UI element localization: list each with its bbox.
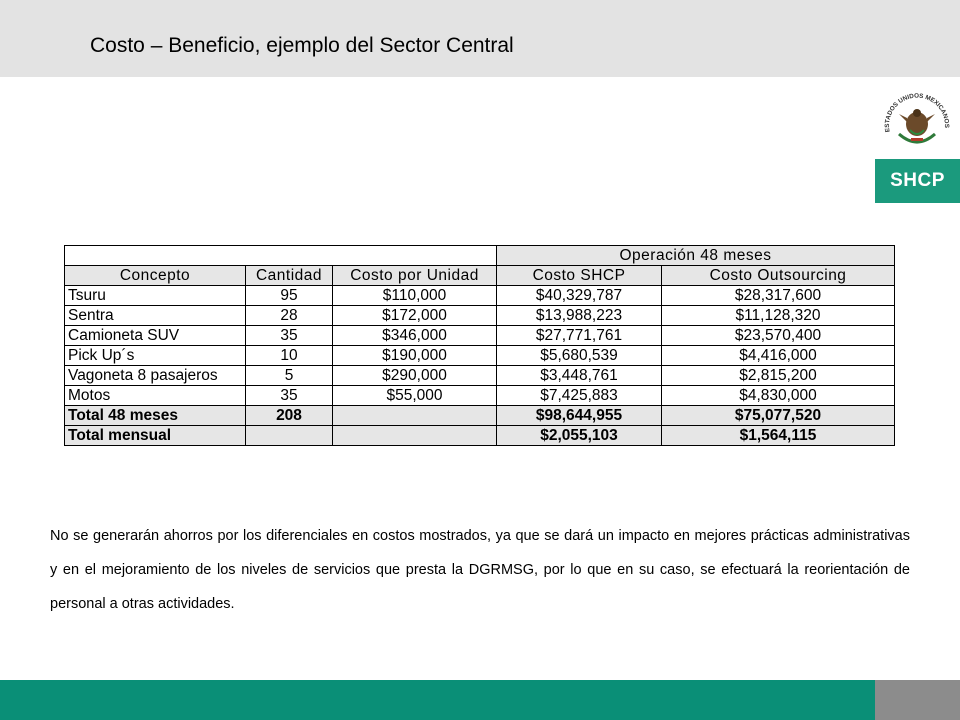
cell-concepto: Vagoneta 8 pasajeros <box>65 366 246 386</box>
total-48-cantidad: 208 <box>246 406 333 426</box>
cell-costo-shcp: $7,425,883 <box>497 386 662 406</box>
shcp-logo: SHCP <box>875 159 960 203</box>
column-header-cantidad: Cantidad <box>246 266 333 286</box>
cell-costo-shcp: $13,988,223 <box>497 306 662 326</box>
table-row <box>65 386 895 406</box>
cell-costo-outsourcing: $28,317,600 <box>662 286 895 306</box>
cell-costo-shcp: $3,448,761 <box>497 366 662 386</box>
total-48-costo-shcp: $98,644,955 <box>497 406 662 426</box>
table-total-48-row <box>65 406 895 426</box>
column-header-costo-unidad: Costo por Unidad <box>333 266 497 286</box>
table-row <box>65 366 895 386</box>
cell-costo-outsourcing: $4,416,000 <box>662 346 895 366</box>
footer-band <box>0 680 875 720</box>
cell-costo-outsourcing: $2,815,200 <box>662 366 895 386</box>
table-blank-corner <box>65 246 497 266</box>
cell-costo-unidad: $172,000 <box>333 306 497 326</box>
total-mensual-costo-unidad <box>333 426 497 446</box>
total-48-costo-unidad <box>333 406 497 426</box>
table-row <box>65 326 895 346</box>
total-48-label: Total 48 meses <box>65 406 246 426</box>
group-header-operacion: Operación 48 meses <box>497 246 895 266</box>
footer-gray-block <box>875 680 960 720</box>
slide-title: Costo – Beneficio, ejemplo del Sector Central <box>90 34 514 57</box>
cell-concepto: Pick Up´s <box>65 346 246 366</box>
cell-costo-unidad: $55,000 <box>333 386 497 406</box>
table-row <box>65 306 895 326</box>
cell-costo-unidad: $190,000 <box>333 346 497 366</box>
cell-cantidad: 5 <box>246 366 333 386</box>
total-48-costo-outsourcing: $75,077,520 <box>662 406 895 426</box>
seal-text: ESTADOS UNIDOS MEXICANOS <box>883 92 951 133</box>
cell-costo-shcp: $27,771,761 <box>497 326 662 346</box>
cell-cantidad: 28 <box>246 306 333 326</box>
cell-concepto: Camioneta SUV <box>65 326 246 346</box>
cell-cantidad: 35 <box>246 386 333 406</box>
cell-costo-shcp: $40,329,787 <box>497 286 662 306</box>
total-mensual-costo-shcp: $2,055,103 <box>497 426 662 446</box>
cell-costo-shcp: $5,680,539 <box>497 346 662 366</box>
header-band-right <box>875 0 960 77</box>
total-mensual-cantidad <box>246 426 333 446</box>
column-header-costo-shcp: Costo SHCP <box>497 266 662 286</box>
cell-costo-outsourcing: $4,830,000 <box>662 386 895 406</box>
cell-cantidad: 95 <box>246 286 333 306</box>
cell-costo-outsourcing: $23,570,400 <box>662 326 895 346</box>
table-row <box>65 346 895 366</box>
cell-costo-unidad: $346,000 <box>333 326 497 346</box>
table-total-mensual-row <box>65 426 895 446</box>
mexican-seal-icon <box>877 84 957 156</box>
cost-benefit-table <box>64 245 895 446</box>
cell-cantidad: 35 <box>246 326 333 346</box>
column-header-costo-outsourcing: Costo Outsourcing <box>662 266 895 286</box>
cell-costo-unidad: $290,000 <box>333 366 497 386</box>
cell-costo-unidad: $110,000 <box>333 286 497 306</box>
table-group-header-row <box>65 246 895 266</box>
cost-table-container <box>64 245 895 446</box>
cell-concepto: Motos <box>65 386 246 406</box>
column-header-concepto: Concepto <box>65 266 246 286</box>
total-mensual-costo-outsourcing: $1,564,115 <box>662 426 895 446</box>
table-row <box>65 286 895 306</box>
note-paragraph: No se generarán ahorros por los diferenciales en costos mostrados, ya que se dará un impacto en mejores prácticas administrativas y en el mejoramiento de los niveles de servicios que presta la DGRMSG, por lo que en su caso, se efectuará la reorientación de personal a otras actividades. <box>50 528 910 612</box>
cell-concepto: Sentra <box>65 306 246 326</box>
cell-costo-outsourcing: $11,128,320 <box>662 306 895 326</box>
cell-cantidad: 10 <box>246 346 333 366</box>
cell-concepto: Tsuru <box>65 286 246 306</box>
table-header-row <box>65 266 895 286</box>
total-mensual-label: Total mensual <box>65 426 246 446</box>
